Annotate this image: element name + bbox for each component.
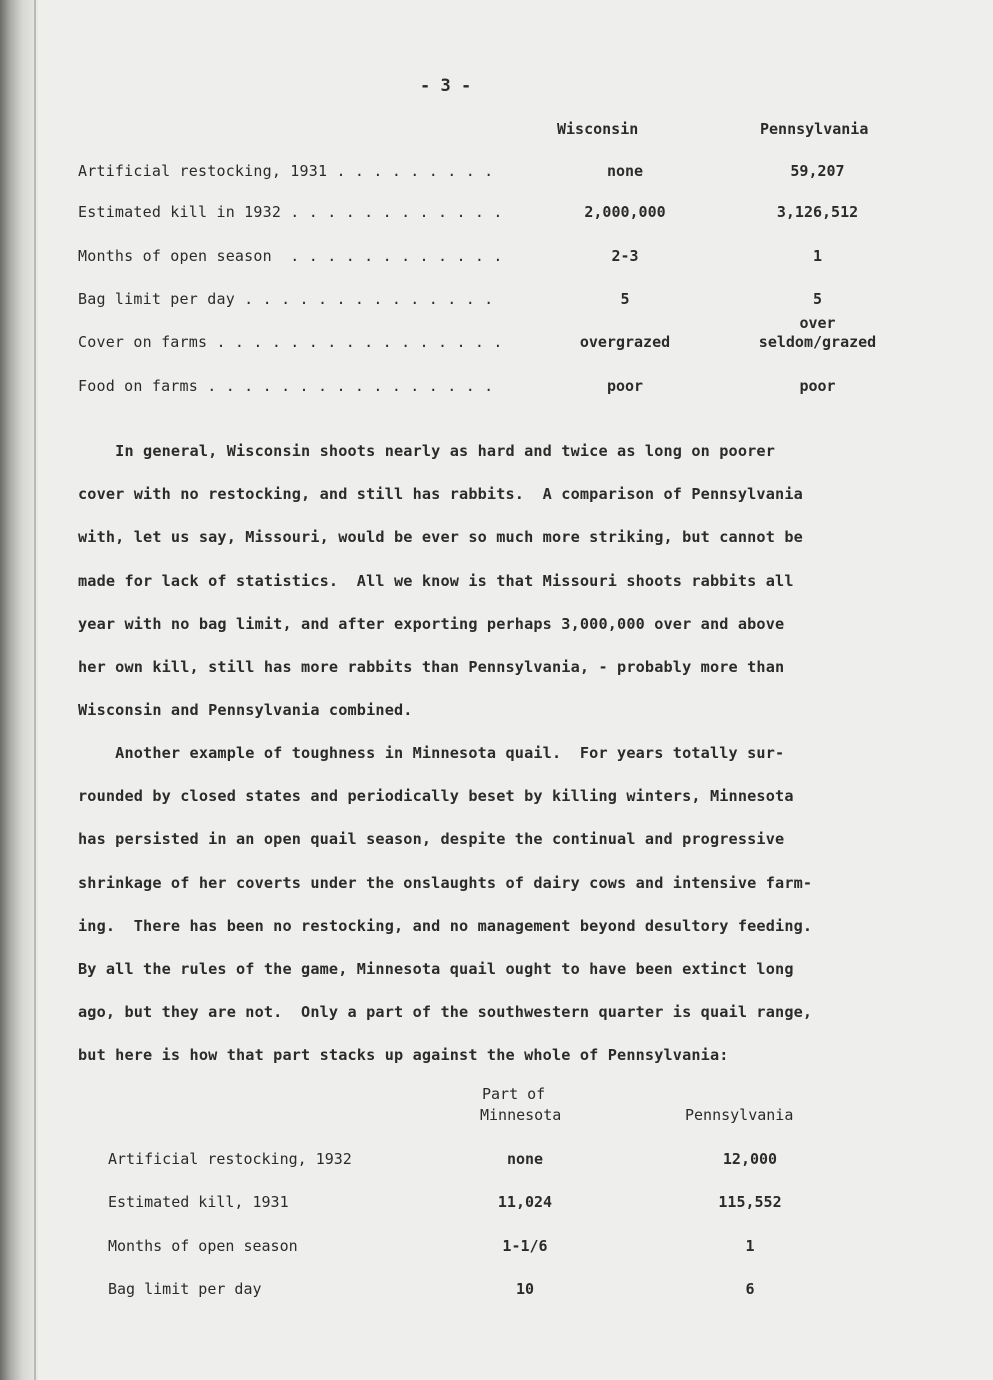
table2-row [0,1150,993,1174]
text-line: In general, Wisconsin shoots nearly as hard and twice as long on poorer [78,442,776,460]
text-line: with, let us say, Missouri, would be ever so much more striking, but cannot be [78,528,803,547]
text-line: ago, but they are not. Only a part of the southwestern quarter is quail range, [78,1003,813,1022]
wisconsin-value: 2-3 [611,247,639,265]
row-label: Artificial restocking, 1931 . . . . . . . . . [78,162,494,180]
pennsylvania-value: 6 [745,1280,755,1298]
text-line: but here is how that part stacks up against the whole of Pennsylvania: [78,1046,729,1065]
text-line: year with no bag limit, and after exporting perhaps 3,000,000 over and above [78,614,785,633]
text-line: shrinkage of her coverts under the onslaughts of dairy cows and intensive farm- [78,873,813,892]
table1-row [0,314,993,357]
table1-row [0,247,993,271]
text-line: By all the rules of the game, Minnesota quail ought to have been extinct long [78,959,794,978]
text-line: made for lack of statistics. All we know is that Missouri shoots rabbits all [78,571,794,590]
minnesota-value: 11,024 [497,1193,553,1211]
table2-row [0,1280,993,1304]
row-label: Food on farms . . . . . . . . . . . . . . . . [78,377,494,395]
pennsylvania-value-line2: seldom/grazed [758,333,877,351]
text-line: Another example of toughness in Minnesota quail. For years totally sur- [78,744,785,762]
pennsylvania-value: 59,207 [790,162,845,180]
pennsylvania-value: 5 [812,290,823,308]
minnesota-value: 10 [515,1280,535,1298]
row-label: Months of open season [108,1237,298,1255]
table1-row [0,162,993,186]
table1-row [0,203,993,227]
table2-header-pennsylvania: Pennsylvania [685,1106,794,1124]
row-label: Estimated kill in 1932 . . . . . . . . . . . . [78,203,503,221]
wisconsin-value: none [606,162,644,180]
pennsylvania-value-line1: over [799,314,836,332]
table2-row [0,1193,993,1217]
page-number: - 3 - [420,76,472,96]
table1-row [0,377,993,401]
text-line: cover with no restocking, and still has rabbits. A comparison of Pennsylvania [78,485,803,504]
text-line: rounded by closed states and periodically beset by killing winters, Minnesota [78,787,794,806]
pennsylvania-value: 115,552 [718,1193,782,1211]
row-label: Bag limit per day . . . . . . . . . . . . . . [78,290,494,308]
text-line: Wisconsin and Pennsylvania combined. [78,701,413,720]
pennsylvania-value: 12,000 [722,1150,778,1168]
pennsylvania-value: 3,126,512 [776,203,859,221]
text-line: her own kill, still has more rabbits than Pennsylvania, - probably more than [78,657,785,676]
row-label: Estimated kill, 1931 [108,1193,289,1211]
paragraph-quail [78,732,923,1078]
wisconsin-value: overgrazed [579,333,671,351]
row-label: Cover on farms . . . . . . . . . . . . . . . . [78,333,503,351]
paragraph-rabbits [78,430,923,732]
table1-header-pennsylvania: Pennsylvania [760,120,869,138]
text-line: has persisted in an open quail season, despite the continual and progressive [78,830,785,849]
row-label: Months of open season . . . . . . . . . . . . [78,247,503,265]
minnesota-value: none [506,1150,544,1168]
table1-row [0,290,993,314]
table2-row [0,1237,993,1261]
pennsylvania-value: 1 [745,1237,755,1255]
minnesota-value: 1-1/6 [502,1237,548,1255]
table2-header-minnesota-line1: Part of [482,1085,546,1103]
table1-header-wisconsin: Wisconsin [557,120,639,138]
row-label: Bag limit per day [108,1280,262,1298]
wisconsin-value: 2,000,000 [584,203,666,221]
pennsylvania-value: poor [799,377,836,395]
pennsylvania-value: 1 [812,247,823,265]
table2-header-minnesota-line2: Minnesota [480,1106,562,1124]
wisconsin-value: poor [606,377,644,395]
row-label: Artificial restocking, 1932 [108,1150,352,1168]
wisconsin-value: 5 [620,290,630,308]
text-line: ing. There has been no restocking, and no management beyond desultory feeding. [78,916,813,935]
